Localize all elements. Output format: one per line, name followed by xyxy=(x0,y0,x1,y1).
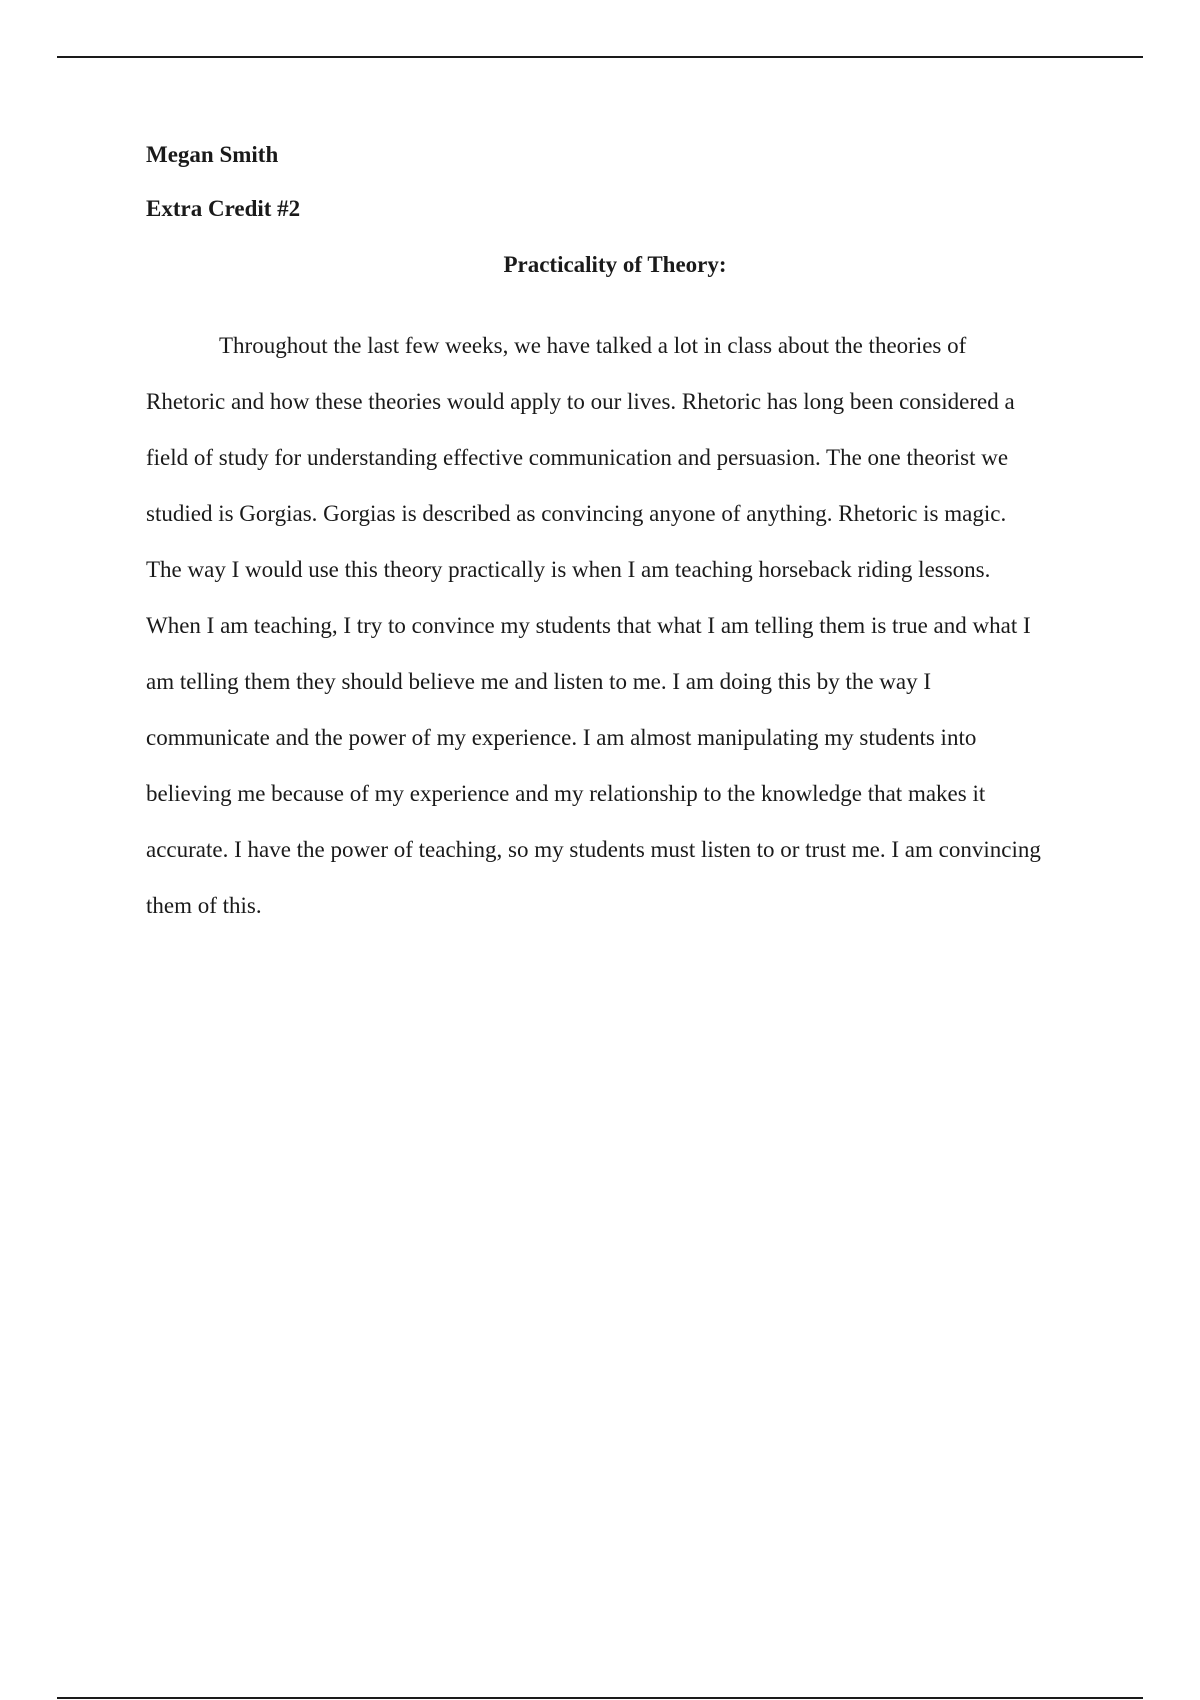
assignment-label: Extra Credit #2 xyxy=(146,196,301,221)
paragraph-line: am telling them they should believe me and listen to me. I am doing this by the way I xyxy=(146,669,932,694)
author-name: Megan Smith xyxy=(146,142,279,167)
paragraph-line: The way I would use this theory practically is when I am teaching horseback riding lessons. xyxy=(146,557,991,582)
paragraph-line: them of this. xyxy=(146,893,262,918)
paragraph-line: communicate and the power of my experience. I am almost manipulating my students into xyxy=(146,725,977,750)
bottom-rule xyxy=(57,1697,1143,1699)
document-content xyxy=(146,140,1096,934)
paragraph-line: studied is Gorgias. Gorgias is described as convincing anyone of anything. Rhetoric is magic. xyxy=(146,501,1007,526)
top-rule xyxy=(57,56,1143,58)
paragraph-line: believing me because of my experience and my relationship to the knowledge that makes it xyxy=(146,781,986,806)
page-title: Practicality of Theory: xyxy=(503,252,727,277)
paragraph-line: When I am teaching, I try to convince my students that what I am telling them is true and what I xyxy=(146,613,1031,638)
paragraph-line: field of study for understanding effective communication and persuasion. The one theorist we xyxy=(146,445,1009,470)
paragraph-line: Rhetoric and how these theories would apply to our lives. Rhetoric has long been considered a xyxy=(146,389,1015,414)
paragraph-line: accurate. I have the power of teaching, so my students must listen to or trust me. I am convincing xyxy=(146,837,1041,862)
paragraph-line: Throughout the last few weeks, we have talked a lot in class about the theories of xyxy=(219,333,967,358)
body-paragraph xyxy=(146,318,1096,934)
